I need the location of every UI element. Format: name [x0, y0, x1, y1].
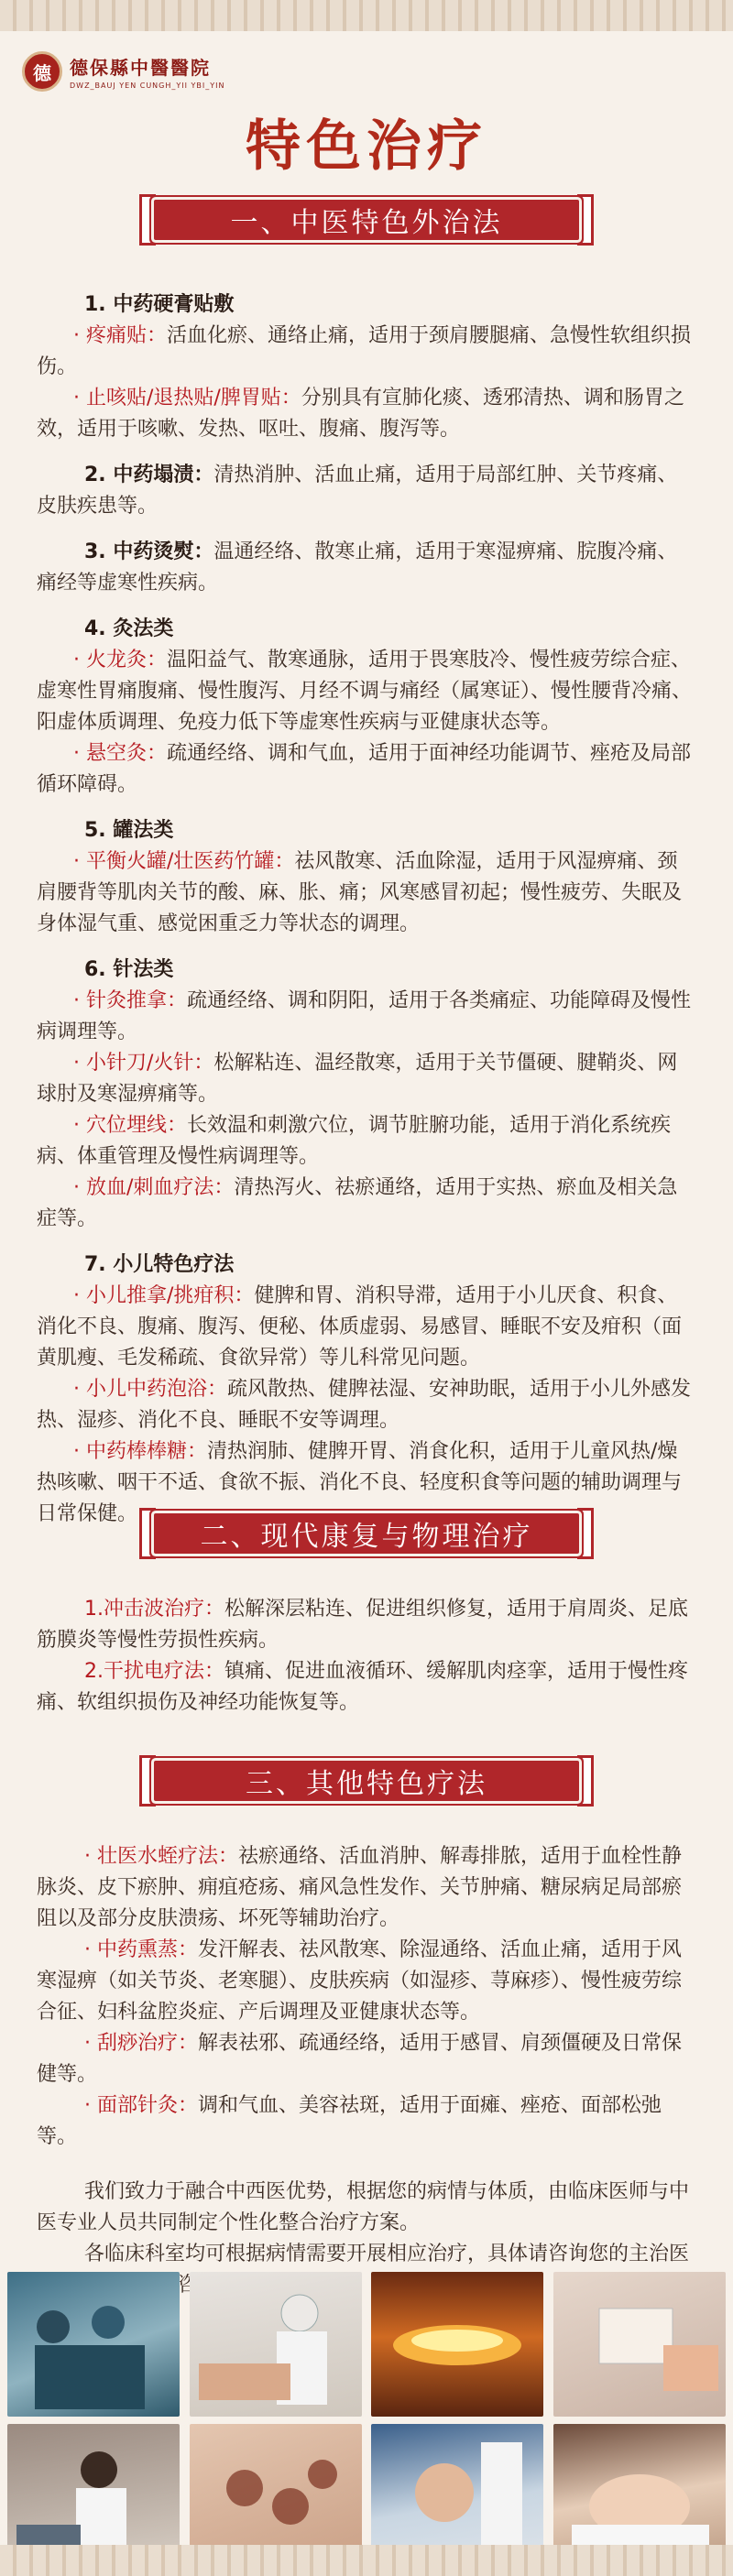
item-label: · 中药熏蒸： — [84, 1938, 198, 1961]
item-text: 松解深层粘连、促进组织修复，适用于肩周炎、足底筋膜炎等慢性劳损性疾病。 — [37, 1598, 689, 1652]
list-item — [37, 1374, 696, 1436]
list-item — [37, 1048, 696, 1110]
list-item — [37, 1594, 696, 1656]
item-label: 2. 中药塌渍： — [84, 464, 214, 486]
item-label: · 小儿推拿/挑疳积： — [73, 1284, 255, 1307]
section-banner-3 — [154, 1755, 579, 1806]
item-text: 发汗解表、祛风散寒、除湿通络、活血止痛，适用于风寒湿痹（如关节炎、老寒腿）、皮肤疾病（如湿疹、荨麻疹）、慢性疲劳综合征、妇科盆腔炎症、产后调理及亚健康状态等。 — [37, 1938, 683, 2024]
list-item — [37, 1841, 696, 1935]
item-text: 清热消肿、活血止痛，适用于局部红肿、关节疼痛、皮肤疾患等。 — [37, 464, 678, 518]
list-item — [37, 846, 696, 940]
item-text: 疏风散热、健脾祛湿、安神助眠，适用于小儿外感发热、湿疹、消化不良、睡眠不安等调理。 — [37, 1378, 692, 1432]
item-text: 活血化瘀、通络止痛，适用于颈肩腰腿痛、急慢性软组织损伤。 — [37, 324, 692, 378]
closing-paragraph: 各临床科室均可根据病情需要开展相应治疗，具体请咨询您的主治医 门诊咨询。 — [84, 2243, 690, 2297]
item-label: · 穴位埋线： — [73, 1114, 187, 1137]
fire-moxibustion-photo — [371, 2272, 543, 2417]
item-heading: 4. 灸法类 — [84, 617, 174, 640]
section-1-content — [37, 289, 696, 1530]
item-label: 3. 中药烫熨： — [84, 540, 214, 563]
section-2-content — [37, 1594, 696, 1719]
section-title: 二、现代康复与物理治疗 — [200, 1521, 533, 1553]
section-title: 一、中医特色外治法 — [230, 207, 503, 239]
item-label: · 悬空灸： — [73, 742, 167, 765]
item-heading: 1. 中药硬膏贴敷 — [84, 293, 235, 316]
item-text: 祛瘀通络、活血消肿、解毒排脓，适用于血栓性静脉炎、皮下瘀肿、痈疽疮疡、痛风急性发作、关节肿痛、糖尿病足局部瘀阻以及部分皮肤溃疡、坏死等辅助治疗。 — [37, 1845, 683, 1930]
item-heading: 5. 罐法类 — [84, 819, 174, 842]
list-item — [37, 1173, 696, 1235]
list-item — [37, 738, 696, 801]
list-item — [37, 1656, 696, 1719]
item-text: 温通经络、散寒止痛，适用于寒湿痹痛、脘腹冷痛、痛经等虚寒性疾病。 — [37, 540, 678, 595]
item-text: 长效温和刺激穴位，调节脏腑功能，适用于消化系统疾病、体重管理及慢性病调理等。 — [37, 1114, 672, 1168]
item-label: · 平衡火罐/壮医药竹罐： — [73, 850, 295, 873]
list-item — [37, 2090, 696, 2153]
item-label: · 针灸推拿： — [73, 989, 187, 1012]
hospital-seal-icon: 德 — [22, 51, 62, 92]
item-text: 祛风散寒、活血除湿，适用于风湿痹痛、颈肩腰背等肌肉关节的酸、麻、胀、痛；风寒感冒初起；慢性疲劳、失眠及身体湿气重、感觉困重乏力等状态的调理。 — [37, 850, 683, 935]
item-heading: 6. 针法类 — [84, 958, 174, 981]
item-label: · 面部针灸： — [84, 2094, 198, 2117]
item-text: 镇痛、促进血液循环、缓解肌肉痉挛，适用于慢性疼痛、软组织损伤及神经功能恢复等。 — [37, 1660, 689, 1714]
item-label: 2.干扰电疗法： — [84, 1660, 224, 1683]
item-label: · 疼痛贴： — [73, 324, 167, 347]
item-label: 1.冲击波治疗： — [84, 1598, 224, 1621]
item-text: 分别具有宣肺化痰、透邪清热、调和肠胃之效，适用于咳嗽、发热、呕吐、腹痛、腹泻等。 — [37, 387, 684, 441]
list-item — [37, 1110, 696, 1173]
hospital-pinyin: DWZ_BAUJ YEN CUNGH_YII YBI_YIN — [70, 82, 225, 90]
item-text: 松解粘连、温经散寒，适用于关节僵硬、腱鞘炎、网球肘及寒湿痹痛等。 — [37, 1052, 678, 1106]
item-label: · 止咳贴/退热贴/脾胃贴： — [73, 387, 301, 409]
item-label: · 壮医水蛭疗法： — [84, 1845, 238, 1868]
item-label: · 放血/刺血疗法： — [73, 1176, 235, 1199]
section-banner-2 — [154, 1508, 579, 1559]
top-decorative-border — [0, 0, 733, 31]
bottom-decorative-border — [0, 2545, 733, 2576]
list-item — [37, 321, 696, 383]
item-text: 疏通经络、调和气血，适用于面神经功能调节、痤疮及局部循环障碍。 — [37, 742, 692, 796]
herbal-patch-application-photo — [553, 2272, 726, 2417]
section-title: 三、其他特色疗法 — [246, 1768, 487, 1800]
closing-paragraph: 我们致力于融合中西医优势，根据您的病情与体质，由临床医师与中医专业人员共同制定个性化整合治疗方案。 — [37, 2180, 690, 2234]
item-text: 调和气血、美容祛斑，适用于面瘫、痤疮、面部松弛等。 — [37, 2094, 662, 2148]
hospital-logo — [22, 51, 225, 92]
item-label: · 刮痧治疗： — [84, 2032, 198, 2055]
hospital-name: 德保縣中醫醫院 — [70, 57, 211, 79]
item-text: 清热泻火、祛瘀通络，适用于实热、瘀血及相关急症等。 — [37, 1176, 678, 1230]
item-text: 温阳益气、散寒通脉，适用于畏寒肢冷、慢性疲劳综合症、虚寒性胃痛腹痛、慢性腹泻、月经不调与痛经（属寒证）、慢性腰背冷痛、阳虚体质调理、免疫力低下等虚寒性疾病与亚健康状态等。 — [37, 649, 693, 734]
page-title: 特色治疗 — [246, 115, 487, 179]
list-item — [37, 1935, 696, 2028]
section-banner-1 — [154, 194, 579, 246]
list-item — [37, 537, 696, 599]
item-label: · 小针刀/火针： — [73, 1052, 214, 1075]
item-text: 疏通经络、调和阴阳，适用于各类痛症、功能障碍及慢性病调理等。 — [37, 989, 692, 1043]
section-3-content — [37, 1841, 696, 2301]
item-text: 健脾和胃、消积导滞，适用于小儿厌食、积食、消化不良、腹痛、腹泻、便秘、体质虚弱、易感冒、睡眠不安及疳积（面黄肌瘦、毛发稀疏、食欲异常）等儿科常见问题。 — [37, 1284, 683, 1370]
list-item — [37, 2028, 696, 2090]
item-heading: 7. 小儿特色疗法 — [84, 1253, 235, 1276]
item-label: · 中药棒棒糖： — [73, 1440, 207, 1463]
photo-gallery — [7, 2272, 726, 2576]
list-item — [37, 383, 696, 445]
nurse-treating-patient-photo — [190, 2272, 362, 2417]
surgery-team-photo — [7, 2272, 180, 2417]
list-item — [37, 1281, 696, 1374]
list-item — [37, 645, 696, 738]
list-item — [37, 986, 696, 1048]
item-label: · 小儿中药泡浴： — [73, 1378, 227, 1401]
item-label: · 火龙灸： — [73, 649, 167, 671]
item-text: 解表祛邪、疏通经络，适用于感冒、肩颈僵硬及日常保健等。 — [37, 2032, 683, 2086]
item-text: 清热润肺、健脾开胃、消食化积，适用于儿童风热/燥热咳嗽、咽干不适、食欲不振、消化不良、轻度积食等问题的辅助调理与日常保健。 — [37, 1440, 683, 1525]
list-item — [37, 460, 696, 522]
